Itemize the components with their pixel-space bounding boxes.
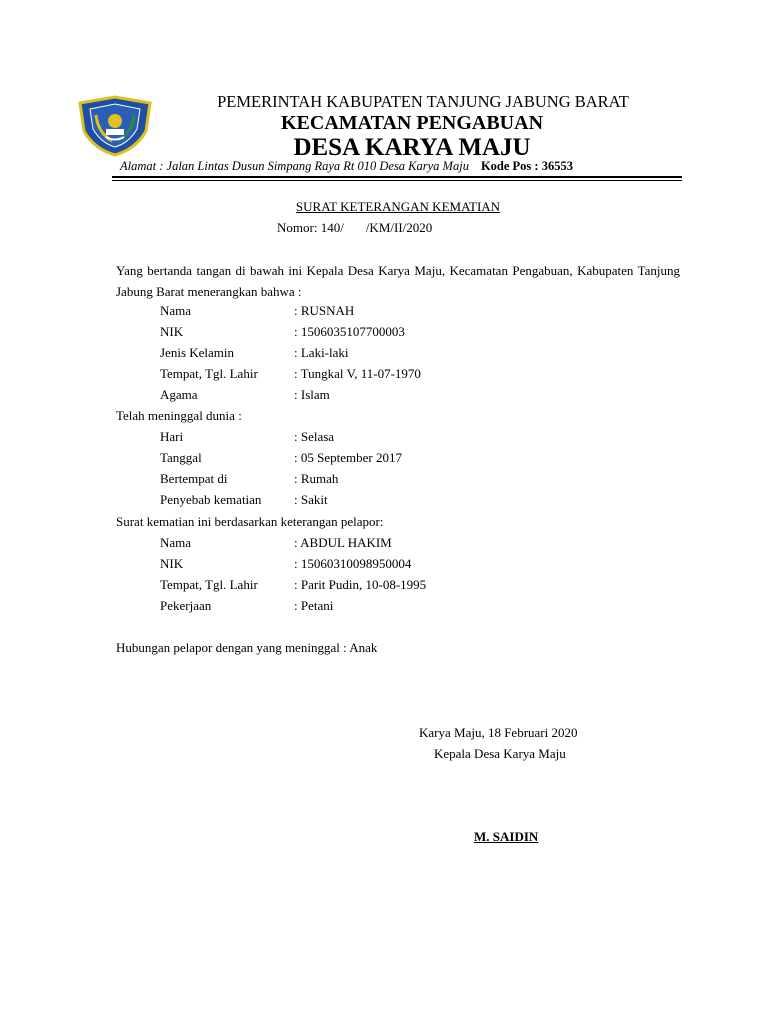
header-district: KECAMATAN PENGABUAN [280,112,544,134]
header-address-line [120,159,573,174]
letter-title: SURAT KETERANGAN KEMATIAN [295,199,501,214]
signature-name: M. SAIDIN [474,829,539,844]
field-label: Tempat, Tgl. Lahir [160,577,258,592]
header-government: PEMERINTAH KABUPATEN TANJUNG JABUNG BARAT [217,92,629,111]
field-value: : ABDUL HAKIM [294,535,392,550]
relation-statement: Hubungan pelapor dengan yang meninggal : Anak [116,640,378,655]
field-value: : Tungkal V, 11-07-1970 [294,366,421,381]
header-address: Alamat : Jalan Lintas Dusun Simpang Raya Rt 010 Desa Karya Maju [120,159,469,173]
field-value: : Petani [294,598,334,613]
field-label: Hari [160,429,184,444]
field-label: Penyebab kematian [160,492,262,507]
signature-position: Kepala Desa Karya Maju [434,746,566,761]
header-postcode: Kode Pos : 36553 [480,159,573,173]
field-label: Tempat, Tgl. Lahir [160,366,258,381]
intro-paragraph: Yang bertanda tangan di bawah ini Kepala Desa Karya Maju, Kecamatan Pengabuan, Kabupaten Tanjung Jabung Barat menerangkan bahwa : [116,263,680,299]
field-value: : 1506035107700003 [294,324,405,339]
header-divider-thin [112,180,682,181]
field-label: Nama [160,535,192,550]
signature-place-date: Karya Maju, 18 Februari 2020 [419,725,578,740]
field-label: Pekerjaan [160,598,212,613]
letter-number-prefix: Nomor: 140/ [277,220,344,235]
reporter-heading: Surat kematian ini berdasarkan keterangan pelapor: [116,514,384,529]
letter-number-suffix: /KM/II/2020 [365,220,433,235]
letter-number [277,220,432,236]
field-label: NIK [160,324,184,339]
field-value: : Rumah [294,471,339,486]
death-heading: Telah meninggal dunia : [116,408,242,423]
header-village: DESA KARYA MAJU [293,134,531,161]
field-label: Nama [160,303,192,318]
field-label: Bertempat di [160,471,228,486]
field-value: : Islam [294,387,330,402]
header-divider-thick [112,176,682,178]
field-value: : Laki-laki [294,345,349,360]
field-label: Tanggal [160,450,202,465]
field-value: : Parit Pudin, 10-08-1995 [294,577,427,592]
field-value: : Selasa [294,429,335,444]
field-value: : Sakit [294,492,328,507]
field-label: Jenis Kelamin [160,345,235,360]
field-label: Agama [160,387,198,402]
field-label: NIK [160,556,184,571]
field-value: : 05 September 2017 [294,450,402,465]
field-value: : RUSNAH [294,303,355,318]
field-value: : 15060310098950004 [294,556,412,571]
